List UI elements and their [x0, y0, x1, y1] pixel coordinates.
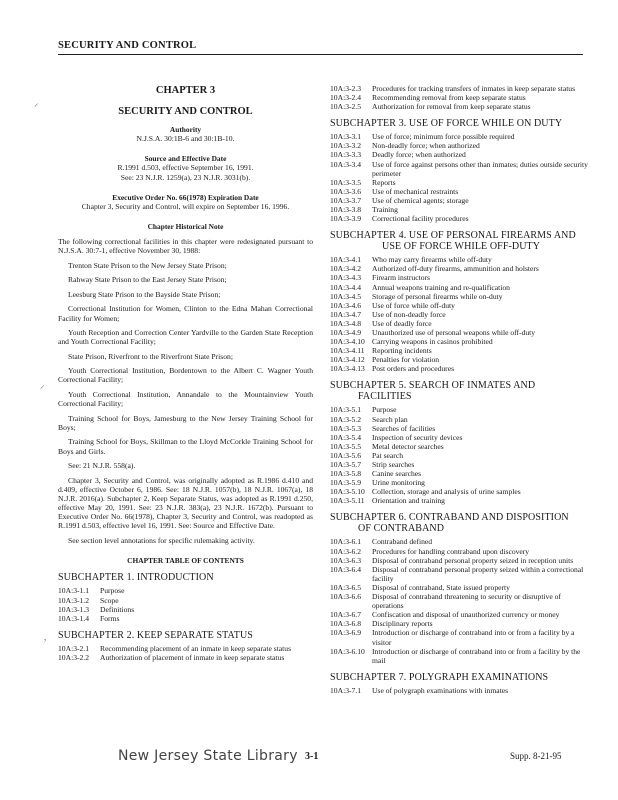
- toc-entry: [330, 610, 588, 619]
- toc-entry: [330, 214, 588, 223]
- toc-list: [58, 586, 313, 622]
- toc-entry: [330, 355, 588, 364]
- toc-entry: [58, 586, 313, 595]
- section-number: 10A:3-3.7: [330, 195, 362, 205]
- section-title: Disposal of contraband, State issued property: [372, 582, 510, 592]
- toc-list: [330, 686, 588, 695]
- toc-entry: [330, 469, 588, 478]
- subchapter-heading-line: SUBCHAPTER 5. SEARCH OF INMATES AND: [330, 380, 536, 392]
- toc-entry: [58, 614, 313, 623]
- section-number: 10A:3-4.4: [330, 282, 362, 292]
- section-title: Disposal of contraband personal property seized in reception units: [372, 555, 574, 565]
- section-number: 10A:3-5.8: [330, 469, 362, 479]
- source-line: See: 23 N.J.R. 1259(a), 23 N.J.R. 3031(b).: [120, 172, 251, 182]
- toc-entry: [330, 178, 588, 187]
- running-head: SECURITY AND CONTROL: [58, 40, 197, 51]
- section-number: 10A:3-2.4: [330, 93, 362, 103]
- supplement-date: Supp. 8-21-95: [510, 751, 562, 761]
- toc-entry: [330, 205, 588, 214]
- history-paragraph: Rahway State Prison to the East Jersey State Prison;: [68, 275, 227, 285]
- section-number: 10A:3-6.5: [330, 582, 362, 592]
- toc-heading: CHAPTER TABLE OF CONTENTS: [127, 556, 244, 566]
- toc-entry: [330, 537, 588, 546]
- section-title: Unauthorized use of personal weapons while off-duty: [372, 327, 536, 337]
- section-title: Strip searches: [372, 460, 415, 469]
- section-title: Disposal of contraband threatening to security or disruptive of operations: [372, 592, 561, 611]
- toc-entry: [330, 619, 588, 628]
- section-title: Pat search: [372, 450, 403, 460]
- section-number: 10A:3-6.2: [330, 546, 362, 556]
- section-number: 10A:3-6.7: [330, 610, 362, 620]
- section-number: 10A:3-5.2: [330, 414, 362, 424]
- toc-entry: [330, 319, 588, 328]
- subchapter-heading-line: OF CONTRABAND: [358, 523, 445, 535]
- section-number: 10A:3-6.1: [330, 537, 362, 547]
- toc-entry: [330, 415, 588, 424]
- section-title: Who may carry firearms while off-duty: [372, 255, 492, 265]
- section-title: Non-deadly force; when authorized: [372, 141, 480, 151]
- toc-entry: [330, 556, 588, 565]
- section-number: 10A:3-4.8: [330, 318, 362, 328]
- section-title: Storage of personal firearms while on-duty: [372, 291, 503, 301]
- toc-entry: [330, 628, 588, 646]
- section-number: 10A:3-4.11: [330, 346, 365, 356]
- section-title: Collection, storage and analysis of urine samples: [372, 487, 521, 497]
- history-paragraph: See section level annotations for specific rulemaking activity.: [68, 535, 255, 545]
- history-heading: Chapter Historical Note: [147, 221, 224, 231]
- section-number: 10A:3-1.2: [58, 595, 90, 605]
- section-number: 10A:3-5.7: [330, 460, 362, 469]
- toc-entry: [330, 424, 588, 433]
- chapter-title: SECURITY AND CONTROL: [118, 106, 253, 118]
- toc-list: [330, 405, 588, 505]
- toc-entry: [330, 565, 588, 583]
- section-number: 10A:3-2.1: [58, 643, 90, 653]
- section-number: 10A:3-4.7: [330, 309, 362, 319]
- toc-entry: [330, 583, 588, 592]
- section-number: 10A:3-7.1: [330, 685, 362, 695]
- toc-entry: [330, 460, 588, 469]
- margin-mark: ⸝: [34, 98, 39, 108]
- toc-entry: [330, 301, 588, 310]
- subchapter-heading: SUBCHAPTER 1. INTRODUCTION: [58, 572, 214, 584]
- toc-entry: [330, 364, 588, 373]
- section-number: 10A:3-6.10: [330, 646, 365, 656]
- section-number: 10A:3-6.4: [330, 564, 362, 574]
- section-title: Searches of facilities: [372, 423, 436, 433]
- section-number: 10A:3-1.3: [58, 604, 90, 614]
- toc-entry: [330, 196, 588, 205]
- toc-entry: [330, 337, 588, 346]
- section-number: 10A:3-4.12: [330, 355, 365, 365]
- section-number: 10A:3-1.1: [58, 586, 90, 596]
- subchapter-heading-line: FACILITIES: [358, 391, 412, 403]
- section-title: Use of force; minimum force possible required: [372, 132, 515, 142]
- section-title: Use of deadly force: [372, 318, 432, 328]
- executive-order-text: Chapter 3, Security and Control, will expire on September 16, 1996.: [81, 201, 290, 211]
- section-title: Purpose: [100, 586, 125, 596]
- toc-entry: [330, 496, 588, 505]
- authority-heading: Authority: [169, 125, 202, 135]
- section-number: 10A:3-4.5: [330, 291, 362, 301]
- left-column: [58, 86, 313, 662]
- section-number: 10A:3-3.3: [330, 150, 362, 160]
- toc-entry: [330, 310, 588, 319]
- section-number: 10A:3-3.1: [330, 132, 362, 142]
- history-paragraph: Youth Reception and Correction Center Yardville to the Garden State Reception and Youth Correctional Facility;: [58, 328, 313, 347]
- page-number: 3-1: [305, 751, 319, 762]
- toc-list: [330, 537, 588, 664]
- section-title: Firearm instructors: [372, 273, 430, 283]
- section-title: Authorized off-duty firearms, ammunition and holsters: [372, 264, 539, 274]
- section-number: 10A:3-3.4: [330, 159, 362, 169]
- toc-entry: [330, 442, 588, 451]
- toc-entry: [330, 150, 588, 159]
- history-paragraph: Leesburg State Prison to the Bayside State Prison;: [68, 289, 221, 299]
- history-paragraph: Correctional Institution for Women, Clinton to the Edna Mahan Correctional Facility for Women;: [58, 304, 313, 323]
- section-number: 10A:3-6.8: [330, 619, 362, 629]
- authority-text: N.J.S.A. 30:1B-6 and 30:1B-10.: [136, 134, 235, 144]
- history-paragraph: Chapter 3, Security and Control, was originally adopted as R.1986 d.410 and d.409, effective October 6, 1986. See: 18 N.J.R. 1057(b), 18 N.J.R. 1067(a), 18 N.J.R. 2016(a). Subchapter 2, Keep Separate Status, was adopted as R.1991 d.250, effective May 20, 1991. See: 23 N.J.R. 383(a), 23 N.J.R. 1672(b). Pursuant to Executive Order No. 66(1978), Chapter 3, Security and Control, was readopted as R.1991 d.503, effective level 16, 1991. See: Source and Effective Date.: [58, 475, 313, 531]
- section-number: 10A:3-4.9: [330, 327, 362, 337]
- toc-entry: [58, 644, 313, 653]
- section-number: 10A:3-2.5: [330, 102, 362, 112]
- section-title: Annual weapons training and re-qualification: [372, 282, 510, 292]
- section-number: 10A:3-4.13: [330, 364, 365, 374]
- toc-entry: [330, 592, 588, 610]
- subchapter-heading: SUBCHAPTER 3. USE OF FORCE WHILE ON DUTY: [330, 118, 563, 130]
- subchapter-heading: [330, 512, 588, 534]
- section-number: 10A:3-5.11: [330, 496, 365, 506]
- section-title: Use of non-deadly force: [372, 309, 446, 319]
- section-title: Metal detector searches: [372, 441, 444, 451]
- section-title: Recommending placement of an inmate in keep separate status: [100, 643, 292, 653]
- section-number: 10A:3-3.8: [330, 205, 362, 215]
- toc-entry: [330, 433, 588, 442]
- toc-list: [330, 255, 588, 373]
- section-number: 10A:3-3.9: [330, 214, 362, 224]
- toc-entry: [330, 255, 588, 264]
- section-title: Correctional facility procedures: [372, 214, 469, 224]
- toc-entry: [330, 84, 588, 93]
- toc-entry: [330, 328, 588, 337]
- section-number: 10A:3-2.3: [330, 84, 362, 93]
- section-title: Inspection of security devices: [372, 432, 463, 442]
- toc-entry: [330, 187, 588, 196]
- section-title: Deadly force; when authorized: [372, 150, 466, 160]
- section-title: Canine searches: [372, 469, 422, 479]
- section-number: 10A:3-1.4: [58, 613, 90, 623]
- executive-order-heading: Executive Order No. 66(1978) Expiration Date: [112, 192, 259, 202]
- subchapter-heading: [330, 380, 588, 402]
- chapter-number: CHAPTER 3: [155, 85, 216, 96]
- section-title: Carrying weapons in casinos prohibited: [372, 337, 493, 347]
- history-paragraph: Youth Correctional Institution, Bordentown to the Albert C. Wagner Youth Correctional Facility;: [58, 366, 313, 385]
- history-paragraph: Trenton State Prison to the New Jersey State Prison;: [68, 260, 227, 270]
- history-paragraph: Training School for Boys, Skillman to the Lloyd McCorkle Training School for Boys and Girls.: [58, 437, 313, 456]
- right-column: [330, 84, 588, 695]
- toc-entry: [330, 478, 588, 487]
- toc-entry: [330, 405, 588, 414]
- section-title: Use of force against persons other than inmates; duties outside security perimeter: [372, 159, 588, 178]
- section-title: Post orders and procedures: [372, 364, 455, 374]
- toc-entry: [330, 346, 588, 355]
- section-number: 10A:3-6.6: [330, 592, 362, 602]
- section-title: Authorization of placement of inmate in keep separate status: [100, 652, 285, 662]
- section-number: 10A:3-5.4: [330, 432, 362, 442]
- section-title: Introduction or discharge of contraband into or from a facility by a visitor: [372, 628, 575, 647]
- section-title: Reports: [372, 177, 396, 187]
- margin-mark: ⸝: [40, 380, 45, 390]
- section-title: Contraband defined: [372, 537, 433, 547]
- section-title: Urine monitoring: [372, 478, 425, 488]
- section-title: Scope: [100, 595, 119, 605]
- toc-entry: [330, 102, 588, 111]
- section-number: 10A:3-3.2: [330, 141, 362, 151]
- section-number: 10A:3-5.9: [330, 478, 362, 488]
- section-number: 10A:3-3.5: [330, 177, 362, 187]
- toc-list: [58, 644, 313, 662]
- section-title: Purpose: [372, 405, 397, 415]
- section-title: Use of force while off-duty: [372, 300, 455, 310]
- toc-entry: [330, 273, 588, 282]
- section-number: 10A:3-6.3: [330, 555, 362, 565]
- section-number: 10A:3-5.5: [330, 441, 362, 451]
- toc-entry: [330, 93, 588, 102]
- section-number: 10A:3-4.3: [330, 273, 362, 283]
- section-number: 10A:3-4.1: [330, 255, 362, 265]
- library-stamp: New Jersey State Library: [118, 748, 298, 764]
- section-title: Definitions: [100, 604, 135, 614]
- toc-entry: [330, 160, 588, 178]
- section-number: 10A:3-5.6: [330, 450, 362, 460]
- section-title: Use of polygraph examinations with inmates: [372, 685, 509, 695]
- section-title: Penalties for violation: [372, 355, 440, 365]
- section-title: Introduction or discharge of contraband into or from a facility by the mail: [372, 646, 581, 665]
- section-number: 10A:3-6.9: [330, 628, 362, 638]
- section-title: Use of chemical agents; storage: [372, 195, 469, 205]
- toc-entry: [330, 141, 588, 150]
- history-paragraph: Youth Correctional Institution, Annandale to the Mountainview Youth Correctional Facility;: [58, 390, 313, 409]
- toc-entry: [330, 283, 588, 292]
- section-title: Authorization for removal from keep separate status: [372, 102, 531, 112]
- section-title: Reporting incidents: [372, 346, 432, 356]
- toc-entry: [330, 132, 588, 141]
- section-title: Disposal of contraband personal property seized within a correctional facility: [372, 564, 584, 583]
- toc-entry: [58, 605, 313, 614]
- section-number: 10A:3-4.10: [330, 337, 365, 347]
- subchapter-heading: SUBCHAPTER 7. POLYGRAPH EXAMINATIONS: [330, 671, 549, 683]
- toc-entry: [330, 487, 588, 496]
- history-paragraph: The following correctional facilities in this chapter were redesignated pursuant to N.J.S.A. 30:7-1, effective November 30, 1988:: [58, 236, 313, 256]
- section-number: 10A:3-4.6: [330, 300, 362, 310]
- section-title: Procedures for tracking transfers of inmates in keep separate status: [372, 84, 576, 93]
- toc-entry: [58, 596, 313, 605]
- toc-entry: [330, 686, 588, 695]
- subchapter-heading: SUBCHAPTER 2. KEEP SEPARATE STATUS: [58, 629, 253, 641]
- history-paragraph: State Prison, Riverfront to the Riverfront State Prison;: [68, 351, 233, 361]
- toc-entry: [330, 547, 588, 556]
- section-title: Use of mechanical restraints: [372, 186, 459, 196]
- toc-entry: [330, 264, 588, 273]
- section-number: 10A:3-3.6: [330, 186, 362, 196]
- toc-entry: [330, 451, 588, 460]
- section-title: Orientation and training: [372, 496, 445, 506]
- subchapter-heading: [330, 230, 588, 252]
- header-rule: [58, 54, 583, 55]
- section-title: Search plan: [372, 414, 408, 424]
- toc-list: [330, 132, 588, 223]
- source-heading: Source and Effective Date: [144, 154, 227, 164]
- subchapter-heading-line: SUBCHAPTER 4. USE OF PERSONAL FIREARMS AND: [330, 230, 576, 242]
- section-number: 10A:3-4.2: [330, 264, 362, 274]
- toc-entry: [58, 653, 313, 662]
- toc-list: [330, 84, 588, 111]
- history-paragraph: See: 21 N.J.R. 558(a).: [68, 461, 136, 471]
- section-title: Training: [372, 205, 398, 215]
- section-number: 10A:3-5.10: [330, 487, 365, 497]
- source-line: R.1991 d.503, effective September 16, 1991.: [117, 163, 254, 173]
- history-paragraph: Training School for Boys, Jamesburg to the New Jersey Training School for Boys;: [58, 413, 313, 432]
- section-number: 10A:3-5.3: [330, 423, 362, 433]
- section-title: Procedures for handling contraband upon discovery: [372, 546, 530, 556]
- margin-mark: ,: [44, 632, 47, 642]
- subchapter-heading-line: SUBCHAPTER 6. CONTRABAND AND DISPOSITION: [330, 512, 569, 524]
- section-title: Forms: [100, 613, 120, 623]
- section-title: Disciplinary reports: [372, 619, 433, 629]
- section-number: 10A:3-2.2: [58, 652, 90, 662]
- section-number: 10A:3-5.1: [330, 405, 362, 415]
- toc-entry: [330, 292, 588, 301]
- subchapter-heading-line: USE OF FORCE WHILE OFF-DUTY: [382, 241, 541, 253]
- toc-entry: [330, 647, 588, 665]
- section-title: Recommending removal from keep separate status: [372, 93, 526, 103]
- section-title: Confiscation and disposal of unauthorized currency or money: [372, 610, 560, 620]
